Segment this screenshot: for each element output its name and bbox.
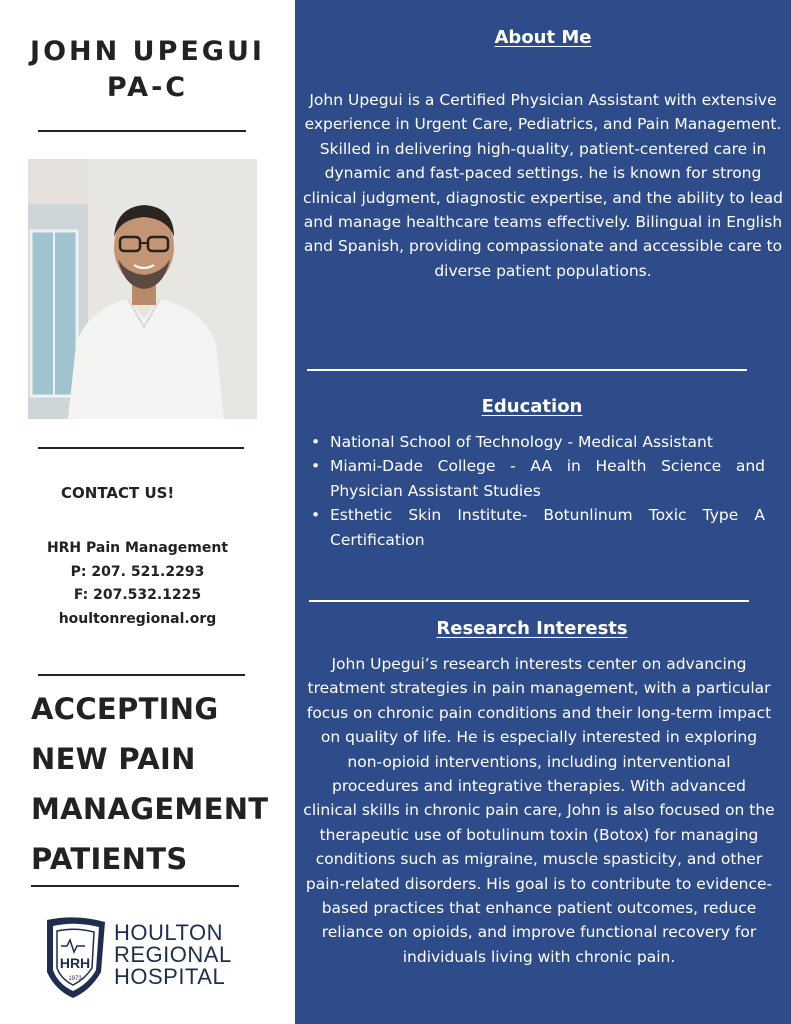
contact-website: houltonregional.org <box>58 610 217 627</box>
left-column <box>0 0 295 1024</box>
divider-about <box>307 369 747 371</box>
education-list <box>309 430 765 552</box>
contact-heading: CONTACT US! <box>61 484 175 502</box>
provider-credential: PA-C <box>106 72 189 103</box>
accepting-line: NEW PAIN <box>31 742 196 776</box>
right-column <box>295 0 791 1024</box>
accepting-line: MANAGEMENT <box>31 792 269 826</box>
contact-details <box>0 537 275 631</box>
provider-photo <box>28 159 257 419</box>
about-heading: About Me <box>494 27 592 48</box>
accepting-patients-banner <box>31 684 295 884</box>
divider-middle <box>38 447 244 449</box>
education-heading: Education <box>481 396 583 417</box>
provider-name-line1: JOHN UPEGUI <box>30 36 265 67</box>
logo-line: REGIONAL <box>114 942 232 967</box>
list-item: • National School of Technology - Medical Assistant <box>309 430 765 454</box>
divider-bottom <box>31 885 239 887</box>
logo-line: HOULTON <box>114 920 224 945</box>
contact-phone: P: 207. 521.2293 <box>70 563 205 580</box>
about-text: John Upegui is a Certified Physician Assistant with extensive experience in Urgent Care, Pediatrics, and Pain Management. Skilled in delivering high-quality, patient-centered care in dynamic and fast-paced settings. he is known for strong clinical judgment, diagnostic expertise, and the ability to lead and manage healthcare teams effectively. Bilingual in English and Spanish, providing compassionate and accessible care to diverse patient populations. <box>302 91 783 280</box>
research-heading: Research Interests <box>436 618 628 639</box>
contact-org: HRH Pain Management <box>46 540 229 556</box>
list-item: • Miami-Dade College - AA in Health Science and Physician Assistant Studies <box>309 454 765 503</box>
research-text: John Upegui’s research interests center on advancing treatment strategies in pain management, with a particular focus on chronic pain conditions and their long-term impact on quality of life. He is especially interested in exploring non-opioid interventions, including interventional procedures and integrative therapies. With advanced clinical skills in chronic pain care, John is also focused on the therapeutic use of botulinum toxin (Botox) for managing conditions such as migraine, muscle spasticity, and other pain-related disorders. His goal is to contribute to evidence-based practices that enhance patient outcomes, reduce reliance on opioids, and improve functional recovery for individuals living with chronic pain. <box>303 655 775 966</box>
divider-top <box>38 130 246 132</box>
logo-line: HOSPITAL <box>114 964 226 989</box>
list-item: • Esthetic Skin Institute- Botunlinum Toxic Type A Certification <box>309 503 765 552</box>
hospital-logo-text <box>114 922 232 988</box>
divider-education <box>309 600 749 602</box>
contact-fax: F: 207.532.1225 <box>73 587 202 603</box>
divider-contact <box>38 674 245 676</box>
provider-name <box>0 34 295 106</box>
accepting-line: PATIENTS <box>31 842 188 876</box>
emblem-year: 1973 <box>68 976 82 982</box>
accepting-line: ACCEPTING <box>31 692 219 726</box>
emblem-letters: HRH <box>59 955 91 971</box>
portrait-illustration <box>28 159 257 419</box>
